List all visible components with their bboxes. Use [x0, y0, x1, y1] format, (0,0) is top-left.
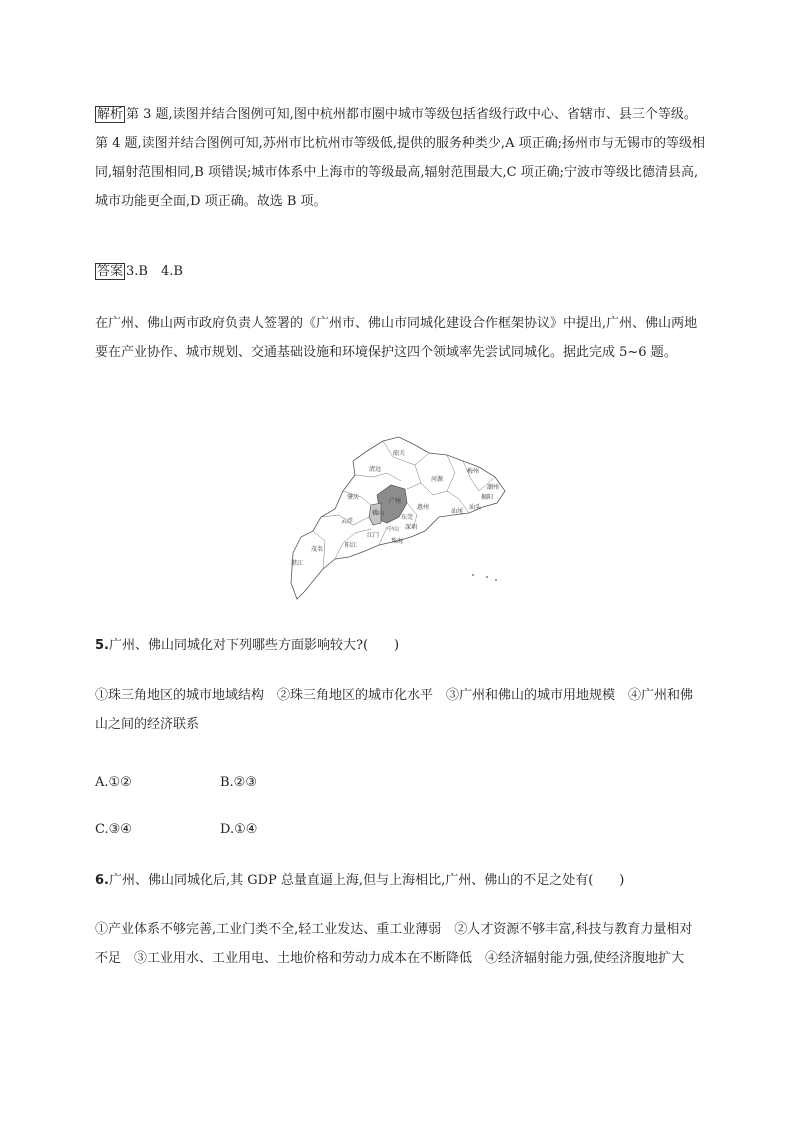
answer-text: 3.B 4.B: [126, 264, 183, 279]
answer-tag: 答案: [97, 264, 124, 279]
map-label-dongguan: 东莞: [401, 514, 414, 521]
question-5-stem: [95, 636, 399, 656]
question-6-number: 6.: [95, 873, 109, 888]
question-5-option-d[interactable]: D.①④: [220, 822, 258, 837]
question-6-text: 广州、佛山同城化后,其 GDP 总量直逼上海,但与上海相比,广州、佛山的不足之处有( ): [108, 873, 625, 888]
guangdong-map: [283, 433, 515, 605]
map-label-qingyuan: 清远: [369, 466, 382, 473]
map-label-zhongshan: 中山: [387, 526, 400, 533]
question-5-number: 5.: [95, 638, 109, 653]
question-5-text: 广州、佛山同城化对下列哪些方面影响较大?( ): [108, 638, 400, 653]
map-label-guangzhou: 广州: [389, 498, 402, 505]
map-label-jieyang: 揭阳: [481, 494, 494, 501]
map-label-heyuan: 河源: [431, 476, 444, 483]
map-label-yangjiang: 阳江: [345, 542, 358, 549]
question-6-stem: [95, 871, 624, 891]
map-label-foshan: 佛山: [372, 510, 385, 517]
map-label-shenzhen: 深圳: [405, 524, 418, 531]
question-5-option-a[interactable]: A.①②: [95, 775, 132, 790]
map-label-shanwei: 汕尾: [451, 508, 464, 515]
question-5-statements: ①珠三角地区的城市地域结构 ②珠三角地区的城市化水平 ③广州和佛山的城市用地规模 ④广州和佛山之间的经济联系: [95, 688, 694, 732]
analysis-text: 第 3 题,读图并结合图例可知,图中杭州都市圈中城市等级包括省级行政中心、省辖市、县三个等级。第 4 题,读图并结合图例可知,苏州市比杭州市等级低,提供的服务种类少,A 项正确;扬州市与无锡市的等级相同,辐射范围相同,B 项错误;城市体系中上海市的等级最高,辐射范围最大,C 项正确;宁波市等级比德清县高,城市功能更全面,D 项正确。故选 B 项。: [95, 107, 705, 209]
passage-paragraph: 在广州、佛山两市政府负责人签署的《广州市、佛山市同城化建设合作框架协议》中提出,广州、佛山两地要在产业协作、城市规划、交通基础设施和环境保护这四个领域率先尝试同城化。据此完成 5~6 题。: [95, 316, 698, 360]
analysis-tag: 解析: [97, 107, 124, 122]
map-label-zhuhai: 珠海: [391, 538, 404, 545]
map-label-shaoguan: 韶关: [393, 450, 406, 457]
map-label-huizhou: 惠州: [417, 504, 430, 511]
analysis-paragraph: [95, 100, 705, 216]
map-label-maoming: 茂名: [311, 546, 324, 553]
map-label-zhaoqing: 肇庆: [347, 494, 360, 501]
question-5-option-b[interactable]: B.②③: [220, 775, 257, 790]
map-label-shantou: 汕头: [469, 504, 482, 511]
map-islands: [472, 574, 497, 581]
map-label-meizhou: 梅州: [467, 468, 480, 475]
guangdong-map-svg: [283, 433, 515, 605]
question-5-option-c[interactable]: C.③④: [95, 822, 132, 837]
map-label-chaozhou: 潮州: [487, 484, 500, 491]
map-label-yunfu: 云浮: [341, 518, 354, 525]
map-label-zhanjiang: 湛江: [291, 560, 304, 567]
question-6-statements: ①产业体系不够完善,工业门类不全,轻工业发达、重工业薄弱 ②人才资源不够丰富,科技与教育力量相对不足 ③工业用水、工业用电、土地价格和劳动力成本在不断降低 ④经济辐射能力强,使经济腹地扩大: [95, 922, 693, 966]
map-label-jiangmen: 江门: [367, 532, 380, 539]
answer-paragraph: [95, 257, 705, 286]
